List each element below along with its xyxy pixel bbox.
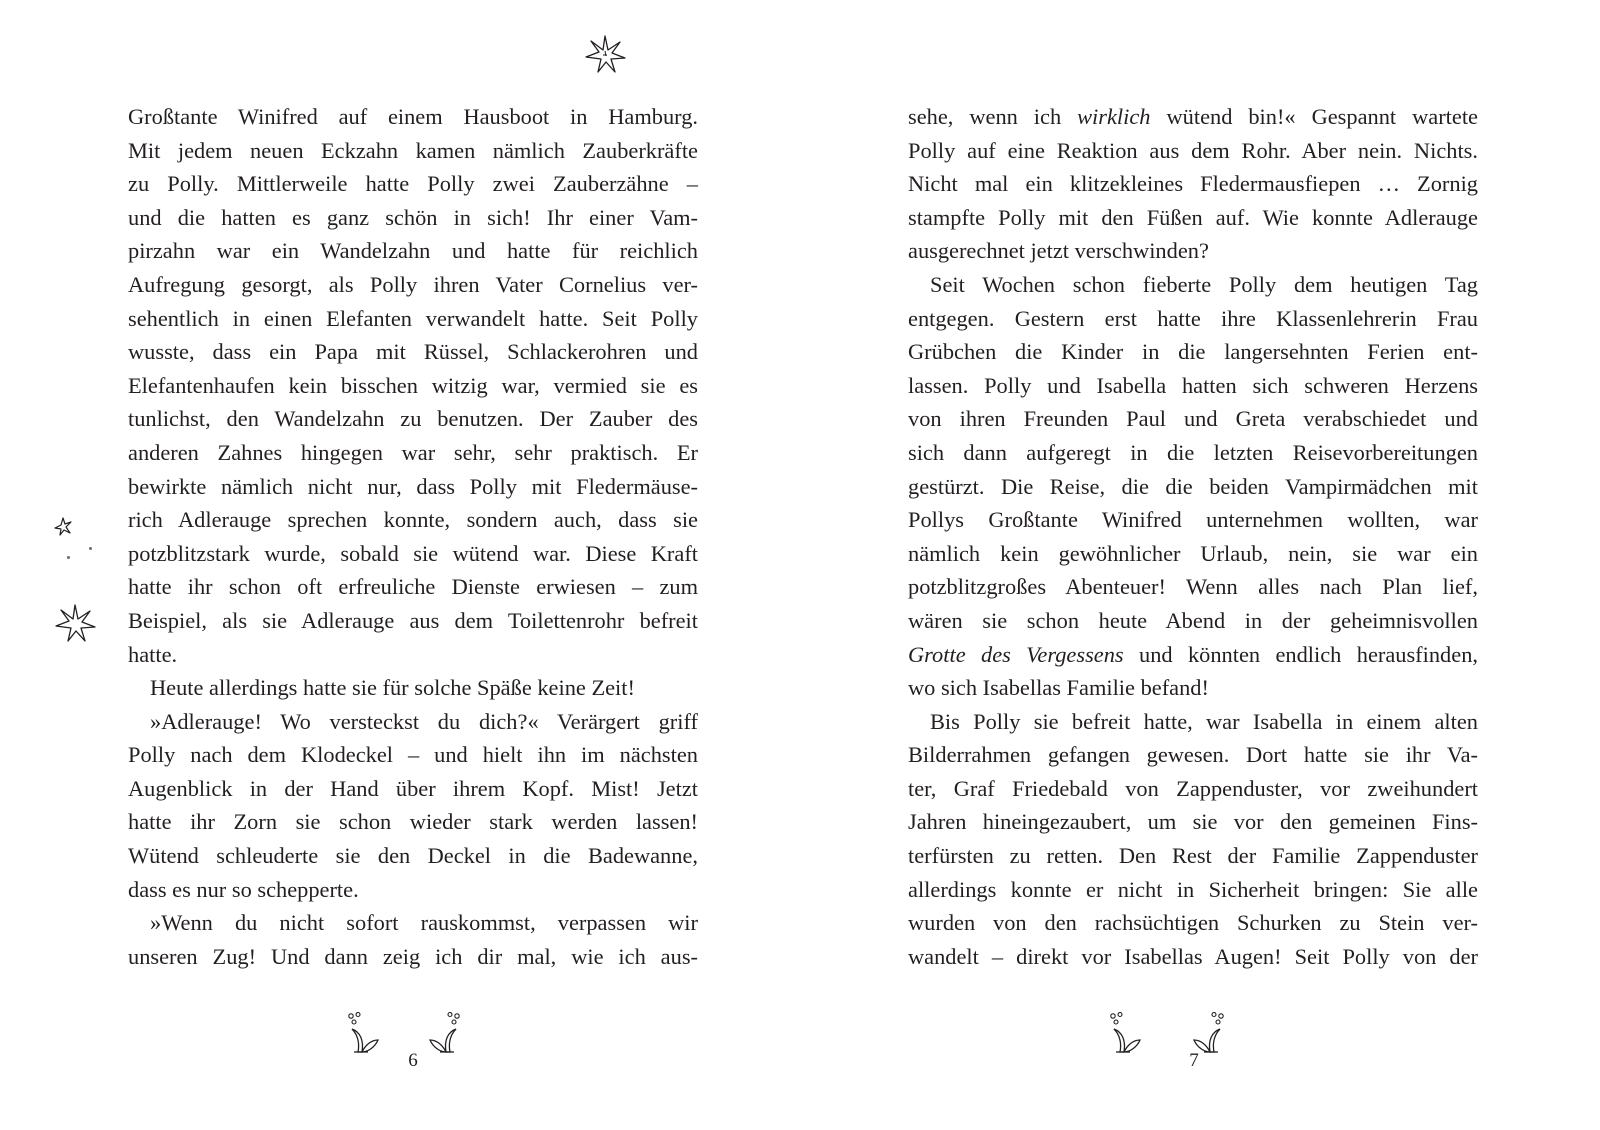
text-line: sehentlich in einen Elefanten verwandelt hatte. Seit Polly	[128, 305, 698, 331]
page-number: 6	[408, 1050, 418, 1071]
text-line: Polly auf eine Reaktion aus dem Rohr. Aber nein. Nichts.	[908, 137, 1478, 163]
text-line: von ihren Freunden Paul und Greta verabschiedet und	[908, 406, 1478, 432]
text-segment: sehe, wenn ich	[908, 104, 1078, 129]
text-line: entgegen. Gestern erst hatte ihre Klassenlehrerin Frau	[908, 305, 1478, 331]
left-page-text	[128, 100, 698, 973]
text-line: stampfte Polly mit den Füßen auf. Wie konnte Adlerauge	[908, 204, 1478, 230]
text-line: ausgerechnet jetzt verschwinden?	[908, 238, 1209, 264]
text-line: potzblitzstark wurde, sobald sie wütend war. Diese Kraft	[128, 540, 698, 566]
text-line: nämlich kein gewöhnlicher Urlaub, nein, sie war ein	[908, 540, 1478, 566]
text-line: wusste, dass ein Papa mit Rüssel, Schlackerohren und	[128, 339, 698, 365]
text-line: Nicht mal ein klitzekleines Fledermausfiepen … Zornig	[908, 171, 1478, 197]
text-line: zu Polly. Mittlerweile hatte Polly zwei Zauberzähne –	[128, 171, 698, 197]
text-line: terfürsten zu retten. Den Rest der Familie Zappenduster	[908, 843, 1478, 869]
text-line: gestürzt. Die Reise, die die beiden Vampirmädchen mit	[908, 473, 1478, 499]
text-line: wo sich Isabellas Familie befand!	[908, 675, 1209, 701]
text-line: bewirkte nämlich nicht nur, dass Polly mit Fledermäuse-	[128, 473, 698, 499]
text-line: dass es nur so schepperte.	[128, 876, 359, 902]
text-line: wandelt – direkt vor Isabellas Augen! Seit Polly von der	[908, 943, 1478, 969]
text-line	[908, 100, 1478, 134]
text-line: tunlichst, den Wandelzahn zu benutzen. Der Zauber des	[128, 406, 698, 432]
text-line: und die hatten es ganz schön in sich! Ihr einer Vam-	[128, 204, 698, 230]
text-line: Bis Polly sie befreit hatte, war Isabella in einem alten	[930, 708, 1478, 734]
right-page	[800, 0, 1600, 1130]
sprout-icon	[1192, 1012, 1224, 1056]
text-line: pirzahn war ein Wandelzahn und hatte für reichlich	[128, 238, 698, 264]
text-line: anderen Zahnes hingegen war sehr, sehr praktisch. Er	[128, 439, 698, 465]
text-line: Elefantenhaufen kein bisschen witzig war, vermied sie es	[128, 372, 698, 398]
text-line: hatte ihr schon oft erfreuliche Dienste erwiesen – zum	[128, 574, 698, 600]
right-page-text	[908, 100, 1478, 973]
text-line: Heute allerdings hatte sie für solche Späße keine Zeit!	[150, 675, 635, 701]
text-line: lassen. Polly und Isabella hatten sich schweren Herzens	[908, 372, 1478, 398]
text-line: hatte.	[128, 641, 178, 667]
text-line: Bilderrahmen gefangen gewesen. Dort hatte sie ihr Va-	[908, 742, 1478, 768]
text-line: Aufregung gesorgt, als Polly ihren Vater Cornelius ver-	[128, 271, 698, 297]
sprout-icon	[348, 1012, 380, 1056]
text-line: Polly nach dem Klodeckel – und hielt ihn im nächsten	[128, 742, 698, 768]
text-line: Großtante Winifred auf einem Hausboot in Hamburg.	[128, 104, 698, 129]
text-line: Mit jedem neuen Eckzahn kamen nämlich Zauberkräfte	[128, 137, 698, 163]
text-line	[908, 638, 1478, 672]
sprout-icon	[1110, 1012, 1142, 1056]
text-line: Beispiel, als sie Adlerauge aus dem Toilettenrohr befreit	[128, 607, 698, 633]
text-line: wären sie schon heute Abend in der geheimnisvollen	[908, 607, 1478, 633]
dot-ornament	[89, 547, 92, 550]
sprout-icon	[428, 1012, 460, 1056]
text-segment: wütend bin!« Gespannt wartete	[1150, 104, 1478, 129]
text-line: unseren Zug! Und dann zeig ich dir mal, wie ich aus-	[128, 943, 698, 969]
text-line: rich Adlerauge sprechen konnte, sondern auch, dass sie	[128, 507, 698, 533]
star-icon	[53, 602, 97, 646]
text-line: Augenblick in der Hand über ihrem Kopf. Mist! Jetzt	[128, 775, 698, 801]
text-segment: und könnten endlich herausfinden,	[1123, 641, 1478, 667]
text-line: allerdings konnte er nicht in Sicherheit bringen: Sie alle	[908, 876, 1478, 902]
text-line: wurden von den rachsüchtigen Schurken zu Stein ver-	[908, 910, 1478, 936]
text-line: Wütend schleuderte sie den Deckel in die Badewanne,	[128, 843, 698, 869]
star-icon	[583, 33, 627, 77]
text-line: Seit Wochen schon fieberte Polly dem heutigen Tag	[930, 271, 1478, 297]
text-line: ter, Graf Friedebald von Zappenduster, vor zweihundert	[908, 775, 1478, 801]
text-line: hatte ihr Zorn sie schon wieder stark werden lassen!	[128, 809, 698, 835]
text-line: Pollys Großtante Winifred unternehmen wollten, war	[908, 507, 1478, 533]
text-line: sich dann aufgeregt in die letzten Reisevorbereitungen	[908, 439, 1478, 465]
text-line: Jahren hineingezaubert, um sie vor den gemeinen Fins-	[908, 809, 1478, 835]
page-number: 7	[1189, 1050, 1199, 1071]
text-line: »Wenn du nicht sofort rauskommst, verpassen wir	[150, 910, 698, 936]
italic-text: wirklich	[1077, 104, 1151, 129]
small-star-icon	[52, 516, 74, 538]
dot-ornament	[67, 556, 70, 559]
text-line: potzblitzgroßes Abenteuer! Wenn alles nach Plan lief,	[908, 574, 1478, 600]
text-line: »Adlerauge! Wo versteckst du dich?« Verärgert griff	[150, 708, 698, 734]
italic-text: Grotte des Vergessens	[908, 641, 1124, 667]
text-line: Grübchen die Kinder in die langersehnten Ferien ent-	[908, 339, 1478, 365]
